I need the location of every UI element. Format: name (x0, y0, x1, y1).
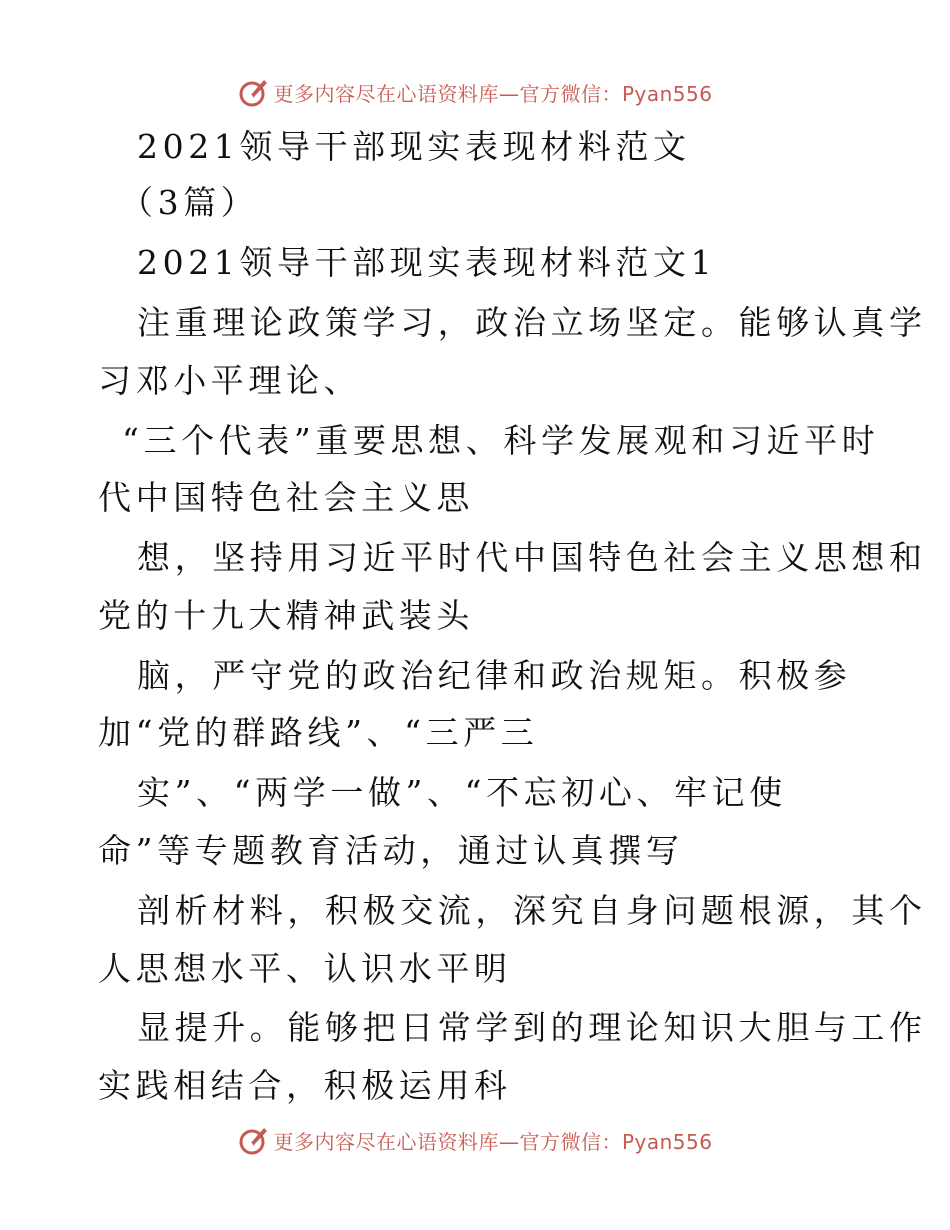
paragraph-line: 习邓小平理论、 (98, 361, 362, 400)
watermark-header (0, 72, 950, 112)
paragraph-line: 实”、“两学一做”、“不忘初心、牢记使 (137, 773, 787, 812)
paragraph-line: 命”等专题教育活动，通过认真撰写 (98, 831, 684, 870)
paragraph-line: 脑，严守党的政治纪律和政治规矩。积极参 (137, 656, 852, 695)
document-title: 2021领导干部现实表现材料范文 (137, 127, 691, 166)
pen-nib-logo-icon (237, 1123, 271, 1157)
paragraph-line: 注重理论政策学习，政治立场坚定。能够认真学 (137, 303, 927, 342)
paragraph-line: 想，坚持用习近平时代中国特色社会主义思想和 (137, 538, 927, 577)
document-subtitle: （3篇） (120, 183, 259, 222)
paragraph-line: 实践相结合，积极运用科 (98, 1066, 512, 1105)
watermark-text: 更多内容尽在心语资料库—官方微信：Pyan556 (273, 81, 713, 106)
watermark-text: 更多内容尽在心语资料库—官方微信：Pyan556 (273, 1129, 713, 1154)
pen-nib-logo-icon (237, 75, 271, 109)
paragraph-line: 人思想水平、认识水平明 (98, 949, 512, 988)
watermark-footer (0, 1120, 950, 1160)
section-heading: 2021领导干部现实表现材料范文1 (137, 243, 717, 282)
paragraph-line: 剖析材料，积极交流，深究自身问题根源，其个 (137, 891, 927, 930)
paragraph-line: 显提升。能够把日常学到的理论知识大胆与工作 (137, 1008, 927, 1047)
paragraph-line: 代中国特色社会主义思 (98, 478, 474, 517)
paragraph-line: 党的十九大精神武装头 (98, 596, 474, 635)
paragraph-line: “三个代表”重要思想、科学发展观和习近平时 (122, 421, 880, 460)
paragraph-line: 加“党的群路线”、“三严三 (98, 713, 539, 752)
